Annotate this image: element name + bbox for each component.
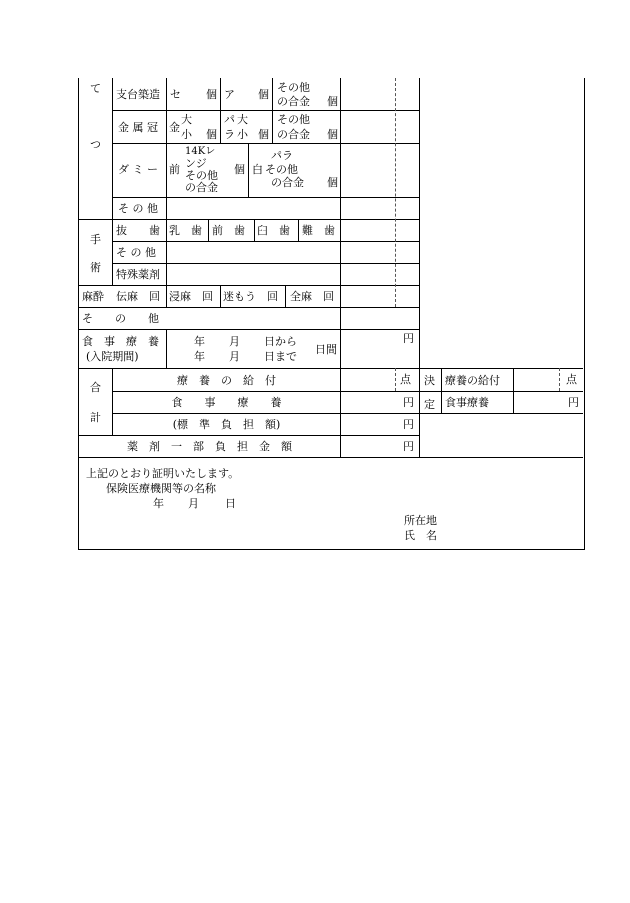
rule [78,457,583,458]
rule [78,307,419,308]
surgery-label-2: 術 [90,261,101,274]
rule [340,307,341,329]
meal-month-from: 月 [229,335,240,348]
gold-label: 金 [169,121,180,134]
ra-small: 小 [237,128,248,141]
baby-tooth-label: 乳 歯 [169,224,202,237]
meal-day-to: 日まで [264,350,297,363]
rule [78,329,419,330]
cert-day: 日 [225,497,236,510]
rule [419,78,420,457]
conduction-anesthesia: 伝麻 回 [116,290,160,303]
metal-other-line1: その他 [277,113,310,126]
rule [78,368,583,369]
standard-burden-yen-unit: 円 [403,418,414,431]
dashed-rule [559,368,560,391]
general-anesthesia: 全麻 回 [290,290,334,303]
rule [112,78,113,219]
rule [340,219,341,285]
anesthesia-label: 麻酔 [82,290,104,303]
dummy-other-line1: その他 [185,169,218,182]
decision-label-2: 定 [424,398,435,411]
other-alloy-line1: その他 [277,81,310,94]
rule [112,197,419,198]
meal-day-from: 日から [264,335,297,348]
gold-count-unit: 個 [206,128,217,141]
extraction-label: 抜 歯 [116,224,160,237]
dummy-white-other2: の合金 [271,176,304,189]
a-count-unit: 個 [258,88,269,101]
metal-crown-label: 金 属 冠 [118,121,158,134]
surgery-label-1: 手 [90,233,101,246]
ra-label: ラ [224,128,235,141]
rule [340,329,341,457]
rule [166,329,167,368]
decision-medical-benefit: 療養の給付 [445,374,500,387]
meal-year-to: 年 [194,350,205,363]
other-count-unit: 個 [327,95,338,108]
certification-statement: 上記のとおり証明いたします。 [86,467,240,480]
pa-label: パ [224,113,235,126]
meal-year-from: 年 [194,335,205,348]
dummy-14k-line2: ンジ [185,157,207,170]
rule [220,78,221,143]
meal-period-label: (入院期間) [86,350,139,363]
surgery-other-label: そ の 他 [116,246,156,259]
dummy-para-label: パラ [271,149,293,162]
meal-days-label: 日間 [315,343,337,356]
rule [419,413,583,414]
total-meal-therapy: 食 事 療 養 [171,396,282,409]
dummy-white-label: 白 [252,163,263,176]
rule [166,219,167,307]
se-count-unit: 個 [206,88,217,101]
rule [248,143,249,197]
dummy-white-count-unit: 個 [327,176,338,189]
vagus-anesthesia: 迷もう 回 [223,290,278,303]
molar-label: 臼 歯 [257,224,290,237]
decision-meal-therapy: 食事療養 [445,396,489,409]
tsu-label: つ [90,138,101,151]
rule [298,219,299,241]
dummy-label: ダ ミ ー [118,163,158,176]
decision-yen-unit: 円 [568,396,579,409]
total-label-2: 計 [90,411,101,424]
meal-yen-unit: 円 [403,332,414,345]
institution-name-label: 保険医療機関等の名称 [106,482,216,495]
rule [285,285,286,307]
total-label-1: 合 [90,381,101,394]
rule [112,413,419,414]
rule [166,78,167,221]
cert-year: 年 [153,497,164,510]
support-label: 支台築造 [116,88,160,101]
other-alloy-line2: の合金 [277,95,310,108]
metal-other-line2: の合金 [277,128,310,141]
rule [78,219,419,220]
para-count-unit: 個 [258,128,269,141]
se-label: セ [170,88,181,101]
decision-point-unit: 点 [566,373,577,386]
metal-other-count-unit: 個 [327,128,338,141]
rule [78,435,419,436]
dummy-14k-line1: 14Kレ [185,146,216,157]
meal-label: 食 事 療 養 [82,335,159,348]
front-tooth-label: 前 歯 [212,224,245,237]
rule [340,78,341,219]
drug-copay-label: 薬 剤 一 部 負 担 金 額 [127,440,292,453]
decision-label-1: 決 [424,374,435,387]
rule [112,110,419,111]
name-label: 氏 名 [404,529,437,542]
gold-large: 大 [181,113,192,126]
a-label: ア [224,88,235,101]
rule [441,368,442,413]
pa-large: 大 [237,113,248,126]
total-medical-benefit: 療 養 の 給 付 [177,374,276,387]
dummy-count-unit: 個 [234,163,245,176]
dashed-rule [395,368,396,391]
cert-month: 月 [188,497,199,510]
te-label: て [90,82,101,95]
misc-other-label: そ の 他 [82,312,159,325]
gold-small: 小 [181,128,192,141]
standard-burden-label: (標 準 負 担 額) [172,418,281,431]
total-point-unit: 点 [400,373,411,386]
special-drug-label: 特殊薬剤 [116,268,160,281]
rule [208,219,209,241]
infiltration-anesthesia: 浸麻 回 [169,290,213,303]
dummy-white-other1: その他 [265,163,298,176]
difficult-tooth-label: 難 歯 [302,224,335,237]
rule [112,241,419,242]
drug-copay-yen-unit: 円 [403,440,414,453]
rule [112,263,419,264]
rule [272,78,273,143]
meal-month-to: 月 [229,350,240,363]
total-meal-yen-unit: 円 [403,396,414,409]
rule [340,285,341,307]
other-row-label: そ の 他 [118,202,158,215]
dashed-rule [395,78,396,307]
rule [254,219,255,241]
rule [513,368,514,413]
rule [78,285,419,286]
dummy-front-label: 前 [169,163,180,176]
dummy-other-line2: の合金 [185,181,218,194]
rule [112,219,113,285]
address-label: 所在地 [404,514,437,527]
rule [220,285,221,307]
rule [112,143,419,144]
